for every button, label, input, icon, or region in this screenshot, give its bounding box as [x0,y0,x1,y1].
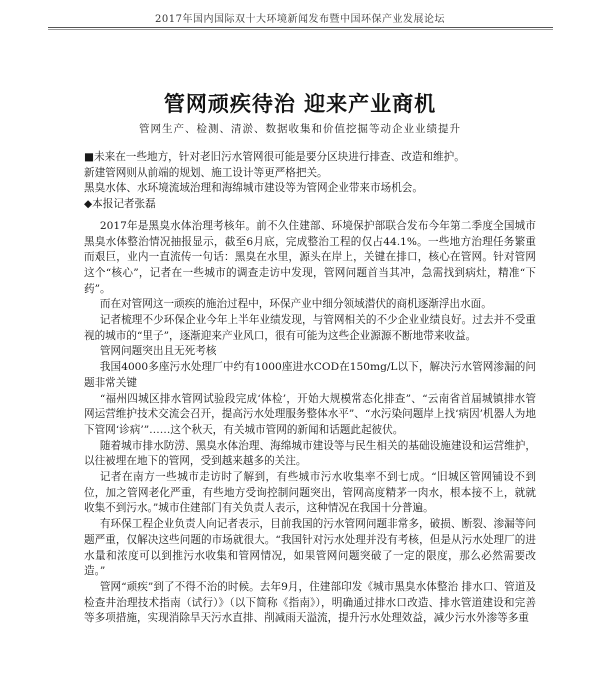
summary-line: 黑臭水体、水环境流域治理和海绵城市建设等为管网企业带来市场机会。 [84,182,423,195]
header-rule [48,27,553,28]
byline: ◆本报记者张磊 [84,198,156,211]
article-subtitle: 管网生产、检测、清淤、数据收集和价值挖掘等动企业业绩提升 [139,123,461,135]
article-body [84,150,536,627]
summary-line: 新建管网则从前端的规划、施工设计等更严格把关。 [84,166,328,179]
header-rule-thin [48,29,553,30]
paragraph: 2017年是黑臭水体治理考核年。前不久住建部、环境保护部联合发布今年第二季度全国城市黑臭水体整治情况抽报显示，截至6月底，完成整治工程的仅占44.1%。一些地方治理任务繁重而艰巨，业内一直流传一句话：黑臭在水里，源头在岸上，关键在排口，核心在管网。针对管网这个“核心”，记者在一些城市的调查走访中发现，管网问题首当其冲，急需找到病灶，精准“下药”。 [84,219,536,295]
paragraph: 记者在南方一些城市走访时了解到，有些城市污水收集率不到七成。“旧城区管网铺设不到位，加之管网老化严重，有些地方受询控制问题突出，管网高度精茅一肉水，根本接不上，就就收集不到污水。”城市住建部门有关负责人表示，这种情况在我国十分普遍。 [84,471,536,515]
paragraph: 有环保工程企业负责人向记者表示，目前我国的污水管网问题非常多，破损、断裂、渗漏等问题严重，仅解决这些问题的市场就很大。“我国针对污水处理并没有考核，但是从污水处理厂的进水量和浓度可以到推污水收集和管网情况，如果管网问题突破了一定的限度，那么必然需要改造。” [84,518,536,578]
summary-line: ■未来在一些地方，针对老旧污水管网很可能是要分区块进行排查、改造和维护。 [84,151,465,163]
section-subheading: 我国4000多座污水处理厂中约有1000座进水COD在150mg/L以下，解决污水管网渗漏的问题非常关键 [84,361,536,389]
paragraph: 记者梳理不少环保企业今年上半年业绩发现，与管网相关的不少企业业绩良好。过去并不受重视的城市的“里子”，逐渐迎来产业风口，很有可能为这些企业源源不断地带来收益。 [84,314,536,342]
paragraph: “福州四城区排水管网试验段完成‘体检’，开始大规模常态化排查”、“云南省首届城镇排水管网运营维护技术交流会召开，提高污水处理服务整体水平”、“水污染问题岸上找‘病因’机器人为地下管网‘诊病’”……这个秋天，有关城市管网的新闻和话题此起彼伏。 [84,392,536,436]
article-title: 管网顽疾待治 迎来产业商机 [163,91,437,116]
section-heading: 管网问题突出且无死考核 [99,345,217,358]
paragraph: 而在对管网这一顽疾的施治过程中，环保产业中细分领域潜伏的商机逐渐浮出水面。 [99,298,492,311]
running-header: 2017年国内国际双十大环境新闻发布暨中国环保产业发展论坛 [155,14,445,25]
paragraph: 随着城市排水防涝、黑臭水体治理、海绵城市建设等与民生相关的基础设施建设和运营维护，以往被埋在地下的管网，受到越来越多的关注。 [84,439,536,468]
paragraph: 管网“顽疾”到了不得不治的时候。去年9月，住建部印发《城市黑臭水体整治 排水口、管道及检查井治理技术指南（试行）》（以下简称《指南》），明确通过排水口改造、排水管道建设和完善等多项措施，实现消除旱天污水直排、削减雨天溢流，提升污水处理效益，减少污水外渗等多重 [84,580,536,625]
